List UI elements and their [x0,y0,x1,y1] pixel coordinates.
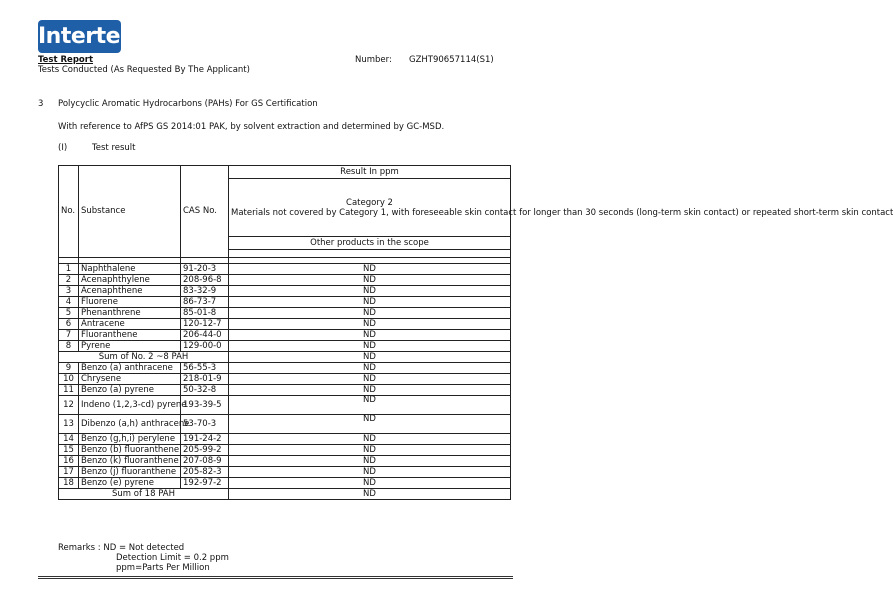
result-header: Result In ppm [229,166,511,179]
substance-name: Fluoranthene [79,330,181,341]
report-number-label: Number: [355,55,392,65]
row-number: 4 [59,297,79,308]
other-products-header: Other products in the scope [229,237,511,250]
result-value: ND [229,297,511,308]
spacer-cell [229,250,511,258]
row-number: 2 [59,275,79,286]
table-row [59,415,511,434]
section-number: 3 [38,99,44,109]
remarks [58,543,229,573]
substance-name: Naphthalene [79,264,181,275]
table-row [59,275,511,286]
result-value: ND [229,467,511,478]
substance-name: Pyrene [79,341,181,352]
substance-name: Benzo (j) fluoranthene [79,467,181,478]
result-value: ND [229,352,511,363]
result-value: ND [229,396,511,415]
cas-number: 56-55-3 [181,363,229,374]
cas-number: 206-44-0 [181,330,229,341]
cas-number: 53-70-3 [181,415,229,434]
row-number: 14 [59,434,79,445]
cas-number: 205-82-3 [181,467,229,478]
cas-number: 86-73-7 [181,297,229,308]
cas-number: 218-01-9 [181,374,229,385]
row-number: 17 [59,467,79,478]
result-value: ND [229,264,511,275]
substance-name: Fluorene [79,297,181,308]
subsection-title: Test result [92,143,136,153]
table-row [59,374,511,385]
result-value: ND [229,275,511,286]
remarks-line-3: ppm=Parts Per Million [116,563,210,573]
substance-name: Benzo (k) fluoranthene [79,456,181,467]
row-number: 9 [59,363,79,374]
intertek-logo: Intertek [38,20,121,53]
pah-results-table [58,165,893,500]
section-title: Polycyclic Aromatic Hydrocarbons (PAHs) For GS Certification [58,99,318,109]
cas-number: 208-96-8 [181,275,229,286]
cas-number: 91-20-3 [181,264,229,275]
table-row [59,467,511,478]
result-value: ND [229,308,511,319]
substance-name: Acenaphthylene [79,275,181,286]
remarks-line-1: Remarks : ND = Not detected [58,543,185,553]
cas-number: 85-01-8 [181,308,229,319]
category-title: Category 2 [346,197,393,208]
row-number: 18 [59,478,79,489]
row-number: 12 [59,396,79,415]
table-row [59,456,511,467]
substance-name: Benzo (a) anthracene [79,363,181,374]
table-row [59,330,511,341]
substance-name: Antracene [79,319,181,330]
subsection-number: (I) [58,143,68,153]
substance-name: Dibenzo (a,h) anthracene [79,415,181,434]
result-value: ND [229,363,511,374]
table-row [59,385,511,396]
report-number-value: GZHT90657114(S1) [409,55,494,65]
tests-conducted-text: Tests Conducted (As Requested By The Applicant) [38,65,250,75]
result-value: ND [229,489,511,500]
report-title: Test Report [38,55,94,65]
row-number: 7 [59,330,79,341]
result-value: ND [229,415,511,434]
row-number: 3 [59,286,79,297]
table-row [59,445,511,456]
remarks-line-2: Detection Limit = 0.2 ppm [116,553,229,563]
substance-name: Phenanthrene [79,308,181,319]
result-value: ND [229,286,511,297]
cas-number: 83-32-9 [181,286,229,297]
table-row [59,478,511,489]
result-value: ND [229,385,511,396]
cas-number: 207-08-9 [181,456,229,467]
cas-number: 192-97-2 [181,478,229,489]
row-number: 10 [59,374,79,385]
footer-rule-top [38,576,513,577]
result-value: ND [229,341,511,352]
col-header-cas: CAS No. [181,166,229,258]
col-header-no: No. [59,166,79,258]
row-number: 8 [59,341,79,352]
row-number: 5 [59,308,79,319]
table-row [59,319,511,330]
table-row [59,363,511,374]
table-row [59,297,511,308]
cas-number: 129-00-0 [181,341,229,352]
result-value: ND [229,478,511,489]
result-value: ND [229,374,511,385]
cas-number: 191-24-2 [181,434,229,445]
footer-rule-bottom [38,578,513,579]
table-row [59,264,511,275]
substance-name: Benzo (g,h,i) perylene [79,434,181,445]
table-row [59,286,511,297]
substance-name: Benzo (a) pyrene [79,385,181,396]
result-value: ND [229,319,511,330]
cas-number: 120-12-7 [181,319,229,330]
table-row [59,341,511,352]
substance-name: Benzo (e) pyrene [79,478,181,489]
category-header [229,179,893,237]
substance-name: Indeno (1,2,3-cd) pyrene [79,396,181,415]
cas-number: 193-39-5 [181,396,229,415]
section-reference: With reference to AfPS GS 2014:01 PAK, by solvent extraction and determined by GC-MSD. [58,122,445,132]
sum-row [59,489,511,500]
row-number: 15 [59,445,79,456]
row-number: 16 [59,456,79,467]
table-row [59,434,511,445]
result-value: ND [229,434,511,445]
substance-name: Acenaphthene [79,286,181,297]
row-number: 13 [59,415,79,434]
col-header-substance: Substance [79,166,181,258]
table-row [59,396,511,415]
result-value: ND [229,456,511,467]
row-number: 11 [59,385,79,396]
row-number: 6 [59,319,79,330]
category-description: Materials not covered by Category 1, with foreseeable skin contact for longer than 30 seconds (long-term skin contact) or repeated short-term skin contact [231,207,893,218]
result-value: ND [229,330,511,341]
substance-name: Benzo (b) fluoranthene [79,445,181,456]
cas-number: 205-99-2 [181,445,229,456]
cas-number: 50-32-8 [181,385,229,396]
result-value: ND [229,445,511,456]
sum-row [59,352,511,363]
table-row [59,308,511,319]
substance-name: Chrysene [79,374,181,385]
row-number: 1 [59,264,79,275]
sum-label: Sum of No. 2 ~8 PAH [59,352,229,363]
sum-label: Sum of 18 PAH [59,489,229,500]
